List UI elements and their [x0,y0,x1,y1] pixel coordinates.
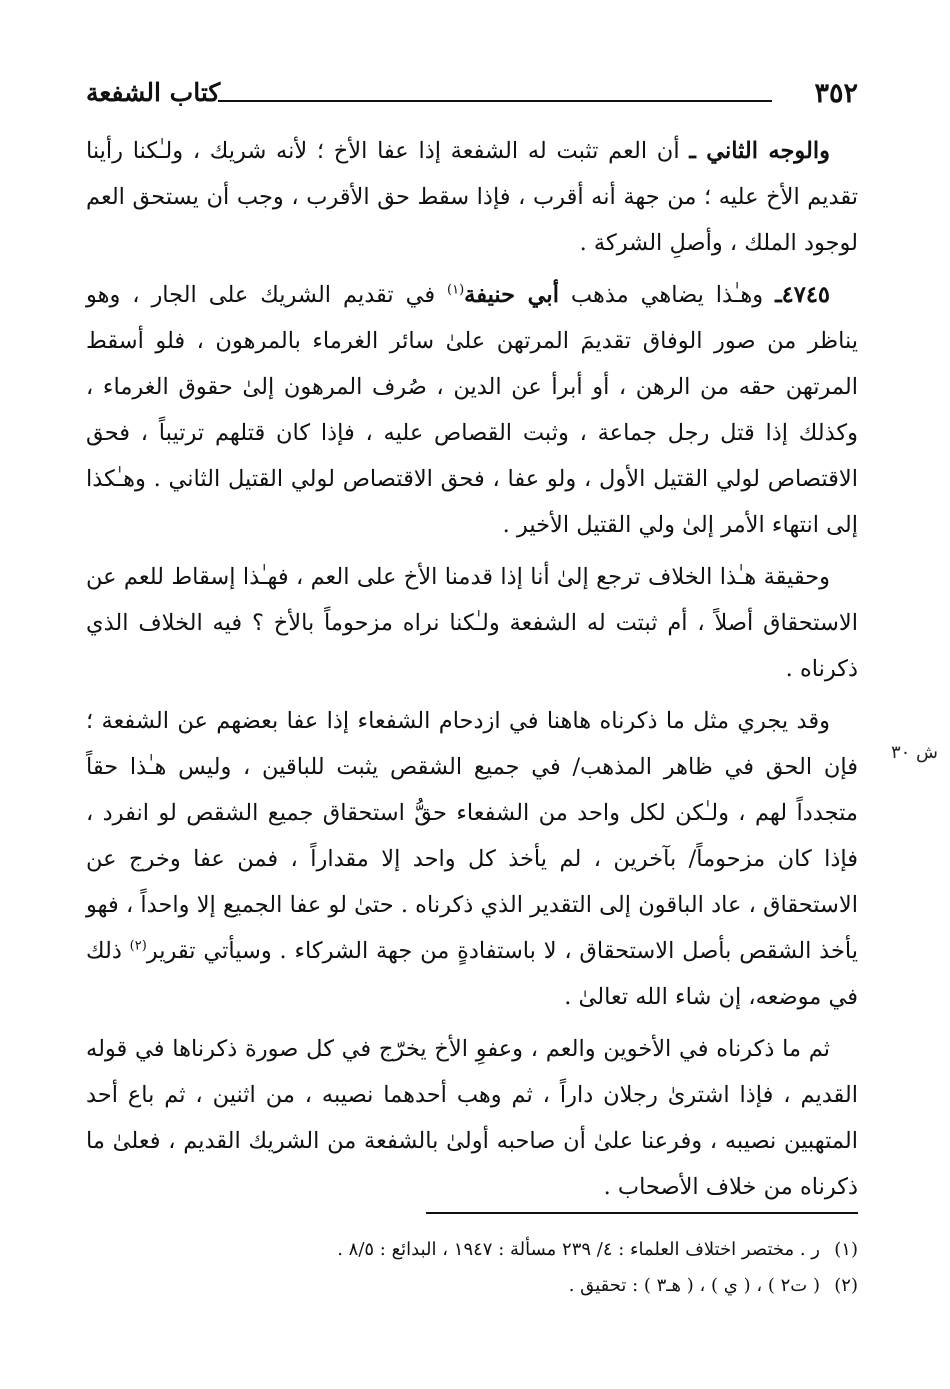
paragraph-text: وقد يجري مثل ما ذكرناه هاهنا في ازدحام الشفعاء إذا عفا بعضهم عن الشفعة ؛ فإن الحق في ظاهر المذهب/ في جميع الشقص يثبت للباقين ، وليس هـٰذا حقاً متجدداً لهم ، ولـٰكن لكل واحد من الشفعاء حقُّ استحقاق جميع الشقص لو انفرد ، فإذا كان مزحوماً/ بآخرين ، لم يأخذ كل واحد إلا مقداراً ، فمن عفا وخرج عن الاستحقاق ، عاد الباقون إلى التقدير الذي ذكرناه . حتىٰ لو عفا الجميع إلا واحداً ، فهو يأخذ الشقص بأصل الاستحقاق ، لا باستفادةٍ من جهة الشركاء . وسيأتي تقرير [86,708,858,964]
page-header [86,78,858,118]
paragraph-5 [86,1026,858,1210]
paragraph-text: وهـٰذا يضاهي مذهب [558,282,776,308]
footnote-ref[interactable]: (١) [447,282,465,298]
margin-folio-note: ش ٣٠ [890,742,938,763]
footnote-ref[interactable]: (٢) [129,938,147,954]
paragraph-4 [86,698,858,1020]
main-text [86,128,858,1210]
footnote-1 [86,1232,858,1268]
running-title: كتاب الشفعة [86,78,221,107]
paragraph-text: وحقيقة هـٰذا الخلاف ترجع إلىٰ أنا إذا قدمنا الأخ على العم ، فهـٰذا إسقاط للعم عن الاستحقاق أصلاً ، أم ثبتت له الشفعة ولـٰكنا نراه مزحوماً بالأخ ؟ فيه الخلاف الذي ذكرناه . [86,564,858,682]
cited-name: أبي حنيفة [464,282,559,308]
header-rule [218,100,772,102]
footnote-text: ( ت٢ ) ، ( ي ) ، ( هـ٣ ) : تحقيق . [568,1275,820,1296]
footnote-2 [86,1268,858,1304]
paragraph-1 [86,128,858,266]
issue-number: ٤٧٤٥ـ [775,282,830,308]
paragraph-text: ثم ما ذكرناه في الأخوين والعم ، وعفوِ الأخ يخرّج في كل صورة ذكرناها في قوله القديم ، فإذا اشترىٰ رجلان داراً ، ثم وهب أحدهما نصيبه ، من اثنين ، ثم باع أحد المتهبين نصيبه ، وفرعنا علىٰ أن صاحبه أولىٰ بالشفعة من الشريك القديم ، فعلىٰ ما ذكرناه من خلاف الأصحاب . [86,1036,858,1200]
page-number: ٣٥٢ [814,78,858,109]
paragraph-text: في تقديم الشريك على الجار ، وهو يناظر من صور الوفاق تقديمَ المرتهن علىٰ سائر الغرماء بالمرهون ، فلو أسقط المرتهن حقه من الرهن ، أو أبرأ عن الدين ، صُرف المرهون إلىٰ حقوق الغرماء ، وكذلك إذا قتل رجل جماعة ، وثبت القصاص عليه ، فإذا كان قتلهم ترتيباً ، فحق الاقتصاص لولي القتيل الأول ، ولو عفا ، فحق الاقتصاص لولي القتيل الثاني . وهـٰكذا إلى انتهاء الأمر إلىٰ ولي القتيل الأخير . [86,282,858,538]
paragraph-3 [86,554,858,692]
footnote-separator [426,1212,858,1214]
footnote-text: ر . مختصر اختلاف العلماء : ٤/ ٢٣٩ مسألة : ١٩٤٧ ، البدائع : ٨/٥ . [337,1239,820,1260]
paragraph-text: ذلك في موضعه، إن شاء الله تعالىٰ . [86,938,858,1010]
footnote-number: (٢) [834,1275,858,1296]
paragraph-lead: والوجه الثاني ـ [689,138,830,164]
paragraph-text: أن العم تثبت له الشفعة إذا عفا الأخ ؛ لأنه شريك ، ولـٰكنا رأينا تقديم الأخ عليه ؛ من جهة أنه أقرب ، فإذا سقط حق الأقرب ، وجب أن يستحق العم لوجود الملك ، وأصلِ الشركة . [86,138,858,256]
footnote-number: (١) [834,1239,858,1260]
paragraph-2 [86,272,858,548]
footnotes [86,1232,858,1304]
